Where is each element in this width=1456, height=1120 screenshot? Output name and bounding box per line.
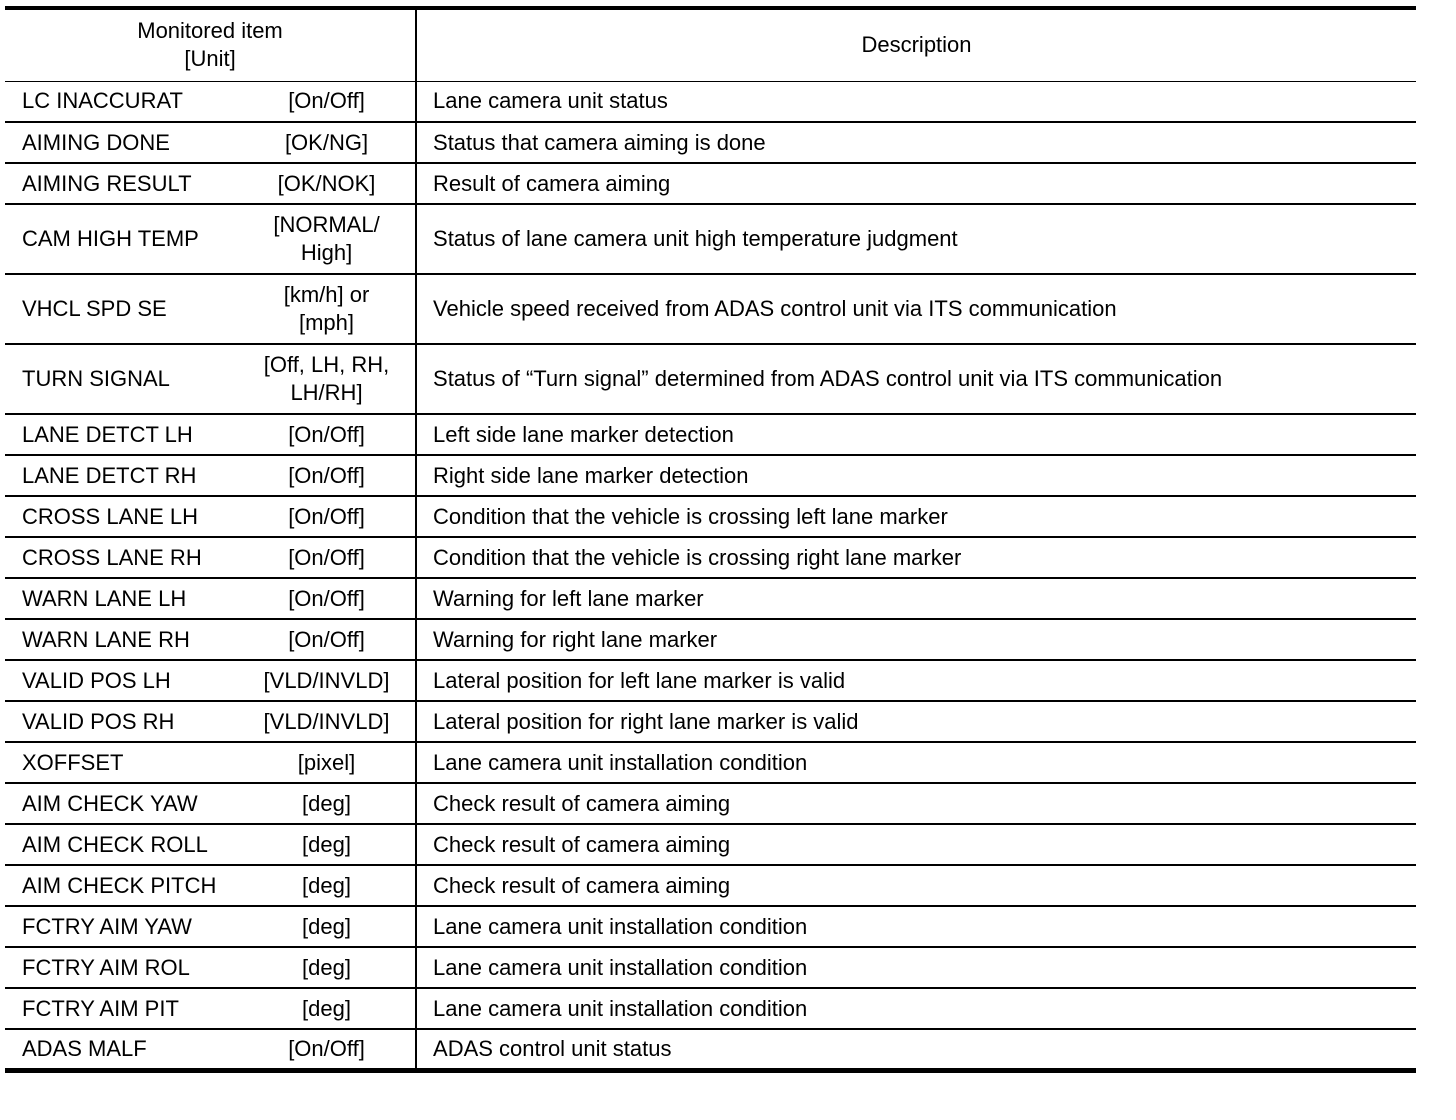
- description-cell: ADAS control unit status: [416, 1029, 1416, 1070]
- monitored-item-cell: WARN LANE RH: [5, 619, 244, 660]
- table-row: [5, 414, 1416, 455]
- unit-text: [NORMAL/: [273, 212, 380, 237]
- unit-cell: [244, 824, 416, 865]
- table-header-row: [5, 8, 1416, 81]
- unit-text: [Off, LH, RH,: [263, 352, 390, 377]
- monitor-item-table: [5, 6, 1416, 1073]
- table-row: [5, 163, 1416, 204]
- unit-text: [pixel]: [297, 749, 356, 775]
- unit-text: [VLD/INVLD]: [263, 667, 390, 693]
- monitored-item-cell: LANE DETCT RH: [5, 455, 244, 496]
- unit-text: [deg]: [302, 790, 351, 816]
- table-row: [5, 742, 1416, 783]
- header-monitored-item-label: Monitored item: [137, 18, 283, 44]
- description-cell: Status of lane camera unit high temperature judgment: [416, 204, 1416, 274]
- unit-text: [deg]: [302, 872, 351, 898]
- unit-text: [On/Off]: [288, 1035, 365, 1061]
- unit-cell: [244, 274, 416, 344]
- unit-cell: [244, 1029, 416, 1070]
- unit-cell: [244, 81, 416, 122]
- unit-cell: [244, 414, 416, 455]
- monitored-item-cell: AIM CHECK ROLL: [5, 824, 244, 865]
- table-row: [5, 660, 1416, 701]
- unit-text: [deg]: [302, 831, 351, 857]
- unit-text: [deg]: [302, 954, 351, 980]
- unit-cell: [244, 947, 416, 988]
- description-cell: Result of camera aiming: [416, 163, 1416, 204]
- table-row: [5, 274, 1416, 344]
- unit-text: [OK/NOK]: [277, 170, 376, 196]
- description-cell: Check result of camera aiming: [416, 865, 1416, 906]
- unit-cell: [244, 906, 416, 947]
- monitored-item-cell: FCTRY AIM PIT: [5, 988, 244, 1029]
- table-row: [5, 701, 1416, 742]
- table-row: [5, 824, 1416, 865]
- monitored-item-cell: AIMING RESULT: [5, 163, 244, 204]
- header-unit-label: [Unit]: [184, 46, 236, 72]
- description-cell: Vehicle speed received from ADAS control unit via ITS communication: [416, 274, 1416, 344]
- unit-cell: [244, 660, 416, 701]
- unit-cell: [244, 122, 416, 163]
- unit-cell: [244, 455, 416, 496]
- monitored-item-cell: VALID POS RH: [5, 701, 244, 742]
- monitored-item-cell: VALID POS LH: [5, 660, 244, 701]
- unit-cell: [244, 578, 416, 619]
- monitored-item-cell: FCTRY AIM YAW: [5, 906, 244, 947]
- unit-text: [On/Off]: [288, 544, 365, 570]
- monitored-item-cell: CROSS LANE RH: [5, 537, 244, 578]
- unit-cell: [244, 783, 416, 824]
- description-cell: Condition that the vehicle is crossing left lane marker: [416, 496, 1416, 537]
- description-cell: Status of “Turn signal” determined from ADAS control unit via ITS communication: [416, 344, 1416, 414]
- monitored-item-cell: CAM HIGH TEMP: [5, 204, 244, 274]
- unit-text: [On/Off]: [288, 626, 365, 652]
- unit-text: [deg]: [302, 913, 351, 939]
- unit-cell: [244, 163, 416, 204]
- unit-cell: [244, 701, 416, 742]
- unit-cell: [244, 496, 416, 537]
- description-cell: Right side lane marker detection: [416, 455, 1416, 496]
- description-cell: Condition that the vehicle is crossing right lane marker: [416, 537, 1416, 578]
- description-cell: Check result of camera aiming: [416, 824, 1416, 865]
- monitored-item-cell: AIM CHECK YAW: [5, 783, 244, 824]
- monitored-item-cell: FCTRY AIM ROL: [5, 947, 244, 988]
- unit-cell: [244, 344, 416, 414]
- description-cell: Lane camera unit installation condition: [416, 742, 1416, 783]
- table-row: [5, 988, 1416, 1029]
- description-cell: Lane camera unit installation condition: [416, 947, 1416, 988]
- unit-cell: [244, 204, 416, 274]
- unit-text: [On/Off]: [288, 503, 365, 529]
- header-monitored-item: [5, 8, 416, 81]
- monitored-item-cell: XOFFSET: [5, 742, 244, 783]
- unit-cell: [244, 988, 416, 1029]
- unit-text: [mph]: [298, 310, 355, 335]
- table-row: [5, 344, 1416, 414]
- description-cell: Lane camera unit installation condition: [416, 988, 1416, 1029]
- description-cell: Lane camera unit status: [416, 81, 1416, 122]
- table-row: [5, 865, 1416, 906]
- monitored-item-cell: TURN SIGNAL: [5, 344, 244, 414]
- description-cell: Lateral position for left lane marker is valid: [416, 660, 1416, 701]
- unit-cell: [244, 537, 416, 578]
- unit-cell: [244, 619, 416, 660]
- unit-text: LH/RH]: [290, 380, 363, 405]
- table-row: [5, 455, 1416, 496]
- unit-text: [VLD/INVLD]: [263, 708, 390, 734]
- unit-text: [OK/NG]: [284, 129, 369, 155]
- unit-text: [On/Off]: [288, 88, 365, 114]
- table-row: [5, 122, 1416, 163]
- unit-text: [On/Off]: [288, 421, 365, 447]
- unit-text: [km/h] or: [283, 282, 370, 307]
- table-row: [5, 578, 1416, 619]
- unit-text: High]: [300, 240, 353, 265]
- monitored-item-cell: CROSS LANE LH: [5, 496, 244, 537]
- description-cell: Warning for right lane marker: [416, 619, 1416, 660]
- unit-text: [On/Off]: [288, 462, 365, 488]
- unit-cell: [244, 742, 416, 783]
- table-row: [5, 947, 1416, 988]
- description-cell: Check result of camera aiming: [416, 783, 1416, 824]
- monitored-item-cell: VHCL SPD SE: [5, 274, 244, 344]
- description-cell: Warning for left lane marker: [416, 578, 1416, 619]
- monitored-item-cell: WARN LANE LH: [5, 578, 244, 619]
- table-row: [5, 81, 1416, 122]
- table-row: [5, 537, 1416, 578]
- description-cell: Left side lane marker detection: [416, 414, 1416, 455]
- monitored-item-cell: ADAS MALF: [5, 1029, 244, 1070]
- table-row: [5, 1029, 1416, 1070]
- unit-text: [On/Off]: [288, 585, 365, 611]
- monitored-item-cell: LC INACCURAT: [5, 81, 244, 122]
- table-row: [5, 204, 1416, 274]
- unit-text: [deg]: [302, 995, 351, 1021]
- monitored-item-cell: AIMING DONE: [5, 122, 244, 163]
- table-row: [5, 783, 1416, 824]
- monitored-item-cell: AIM CHECK PITCH: [5, 865, 244, 906]
- table-row: [5, 906, 1416, 947]
- table-row: [5, 619, 1416, 660]
- unit-cell: [244, 865, 416, 906]
- header-description: Description: [416, 8, 1416, 81]
- table-body: [5, 81, 1416, 1070]
- table-row: [5, 496, 1416, 537]
- description-cell: Lane camera unit installation condition: [416, 906, 1416, 947]
- description-cell: Status that camera aiming is done: [416, 122, 1416, 163]
- monitored-item-cell: LANE DETCT LH: [5, 414, 244, 455]
- description-cell: Lateral position for right lane marker is valid: [416, 701, 1416, 742]
